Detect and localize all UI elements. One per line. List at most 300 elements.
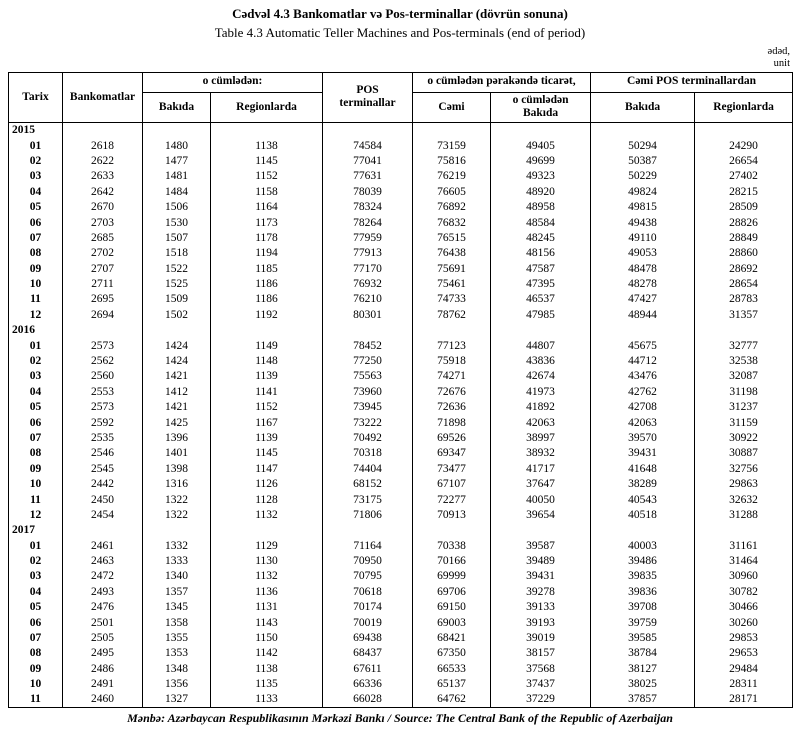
value-cell: 1139 [211,431,323,446]
value-cell: 38127 [591,661,695,676]
value-cell: 2695 [63,292,143,307]
table-row [9,384,793,399]
empty-cell [63,523,143,538]
value-cell: 44712 [591,354,695,369]
value-cell: 2463 [63,554,143,569]
value-cell: 78452 [323,338,413,353]
value-cell: 50294 [591,138,695,153]
empty-cell [63,323,143,338]
month-label: 07 [9,631,63,646]
value-cell: 50229 [591,169,695,184]
value-cell: 77170 [323,261,413,276]
month-label: 11 [9,692,63,707]
value-cell: 1138 [211,661,323,676]
value-cell: 28783 [695,292,793,307]
value-cell: 2461 [63,538,143,553]
empty-cell [323,523,413,538]
month-label: 03 [9,569,63,584]
table-row [9,677,793,692]
month-label: 01 [9,138,63,153]
value-cell: 69706 [413,585,491,600]
month-label: 11 [9,292,63,307]
month-label: 02 [9,154,63,169]
value-cell: 69347 [413,446,491,461]
table-row [9,646,793,661]
value-cell: 28860 [695,246,793,261]
unit-label-az: ədəd, [767,45,790,57]
value-cell: 70618 [323,585,413,600]
value-cell: 1345 [143,600,211,615]
value-cell: 40050 [491,492,591,507]
value-cell: 1185 [211,261,323,276]
table-row [9,415,793,430]
empty-cell [323,323,413,338]
value-cell: 66028 [323,692,413,707]
month-label: 09 [9,661,63,676]
value-cell: 43476 [591,369,695,384]
col-group-o-cumleden: o cümlədən: [143,72,323,92]
value-cell: 41973 [491,384,591,399]
table-row [9,154,793,169]
value-cell: 1141 [211,384,323,399]
value-cell: 31357 [695,307,793,322]
value-cell: 2703 [63,215,143,230]
value-cell: 68421 [413,631,491,646]
value-cell: 39587 [491,538,591,553]
value-cell: 48478 [591,261,695,276]
table-row [9,246,793,261]
value-cell: 28215 [695,184,793,199]
table-row [9,492,793,507]
month-label: 10 [9,477,63,492]
header-row-groups [9,72,793,92]
value-cell: 2546 [63,446,143,461]
value-cell: 77913 [323,246,413,261]
value-cell: 1194 [211,246,323,261]
value-cell: 28509 [695,200,793,215]
empty-cell [413,323,491,338]
value-cell: 72277 [413,492,491,507]
value-cell: 73175 [323,492,413,507]
value-cell: 39278 [491,585,591,600]
value-cell: 31159 [695,415,793,430]
value-cell: 48245 [491,231,591,246]
value-cell: 41892 [491,400,591,415]
value-cell: 70950 [323,554,413,569]
value-cell: 70318 [323,446,413,461]
value-cell: 28171 [695,692,793,707]
unit-label-en: unit [773,58,790,70]
value-cell: 42063 [591,415,695,430]
value-cell: 2573 [63,400,143,415]
value-cell: 76219 [413,169,491,184]
value-cell: 2711 [63,277,143,292]
value-cell: 1143 [211,615,323,630]
value-cell: 78324 [323,200,413,215]
value-cell: 40518 [591,508,695,523]
table-row [9,615,793,630]
value-cell: 1322 [143,492,211,507]
empty-cell [413,523,491,538]
value-cell: 45675 [591,338,695,353]
value-cell: 38025 [591,677,695,692]
value-cell: 2702 [63,246,143,261]
year-label: 2017 [9,523,63,538]
value-cell: 39431 [591,446,695,461]
table-row [9,338,793,353]
value-cell: 67611 [323,661,413,676]
table-row [9,292,793,307]
month-label: 06 [9,215,63,230]
value-cell: 68437 [323,646,413,661]
value-cell: 78762 [413,307,491,322]
table-row [9,600,793,615]
value-cell: 1130 [211,554,323,569]
empty-cell [323,123,413,138]
table-row [9,431,793,446]
value-cell: 39759 [591,615,695,630]
month-label: 12 [9,508,63,523]
value-cell: 76438 [413,246,491,261]
value-cell: 2491 [63,677,143,692]
value-cell: 72636 [413,400,491,415]
value-cell: 1147 [211,461,323,476]
month-label: 01 [9,538,63,553]
value-cell: 70166 [413,554,491,569]
table-row [9,369,793,384]
value-cell: 30960 [695,569,793,584]
month-label: 03 [9,169,63,184]
value-cell: 1132 [211,569,323,584]
value-cell: 1129 [211,538,323,553]
value-cell: 76515 [413,231,491,246]
value-cell: 71164 [323,538,413,553]
col-group-cemi-pos-terminallardan: Cəmi POS terminallardan [591,72,793,92]
month-label: 04 [9,384,63,399]
value-cell: 70913 [413,508,491,523]
value-cell: 37568 [491,661,591,676]
value-cell: 1484 [143,184,211,199]
value-cell: 67350 [413,646,491,661]
empty-cell [591,523,695,538]
value-cell: 32777 [695,338,793,353]
value-cell: 1333 [143,554,211,569]
empty-cell [143,323,211,338]
table-row [9,508,793,523]
value-cell: 40003 [591,538,695,553]
value-cell: 76932 [323,277,413,292]
value-cell: 77250 [323,354,413,369]
value-cell: 29863 [695,477,793,492]
value-cell: 42708 [591,400,695,415]
value-cell: 39489 [491,554,591,569]
value-cell: 39570 [591,431,695,446]
value-cell: 1398 [143,461,211,476]
table-row [9,538,793,553]
value-cell: 1152 [211,400,323,415]
value-cell: 38997 [491,431,591,446]
value-cell: 78039 [323,184,413,199]
value-cell: 70338 [413,538,491,553]
value-cell: 49699 [491,154,591,169]
value-cell: 37437 [491,677,591,692]
value-cell: 76832 [413,215,491,230]
value-cell: 49323 [491,169,591,184]
table-body [9,123,793,708]
value-cell: 1506 [143,200,211,215]
month-label: 07 [9,431,63,446]
value-cell: 77123 [413,338,491,353]
empty-cell [143,523,211,538]
value-cell: 2573 [63,338,143,353]
value-cell: 1518 [143,246,211,261]
table-row [9,631,793,646]
year-label: 2015 [9,123,63,138]
value-cell: 39019 [491,631,591,646]
value-cell: 66533 [413,661,491,676]
value-cell: 2454 [63,508,143,523]
value-cell: 31237 [695,400,793,415]
value-cell: 2472 [63,569,143,584]
value-cell: 74404 [323,461,413,476]
value-cell: 1480 [143,138,211,153]
empty-cell [695,323,793,338]
value-cell: 31288 [695,508,793,523]
table-title-az: Cədvəl 4.3 Bankomatlar və Pos-terminallar (dövrün sonuna) [232,6,568,21]
value-cell: 39835 [591,569,695,584]
value-cell: 75691 [413,261,491,276]
value-cell: 30466 [695,600,793,615]
value-cell: 1178 [211,231,323,246]
value-cell: 30260 [695,615,793,630]
month-label: 02 [9,554,63,569]
value-cell: 31464 [695,554,793,569]
value-cell: 38932 [491,446,591,461]
value-cell: 2545 [63,461,143,476]
table-row [9,477,793,492]
value-cell: 69150 [413,600,491,615]
month-label: 10 [9,277,63,292]
value-cell: 50387 [591,154,695,169]
value-cell: 73960 [323,384,413,399]
value-cell: 1149 [211,338,323,353]
value-cell: 1150 [211,631,323,646]
table-row [9,461,793,476]
value-cell: 73222 [323,415,413,430]
table-row [9,184,793,199]
value-cell: 1192 [211,307,323,322]
value-cell: 67107 [413,477,491,492]
month-label: 01 [9,338,63,353]
month-label: 09 [9,261,63,276]
value-cell: 1502 [143,307,211,322]
value-cell: 80301 [323,307,413,322]
value-cell: 49405 [491,138,591,153]
value-cell: 65137 [413,677,491,692]
value-cell: 31198 [695,384,793,399]
col-header-tarix: Tarix [9,72,63,123]
month-label: 09 [9,461,63,476]
month-label: 06 [9,615,63,630]
table-row [9,138,793,153]
table-row [9,261,793,276]
value-cell: 39193 [491,615,591,630]
month-label: 12 [9,307,63,322]
value-cell: 27402 [695,169,793,184]
value-cell: 1126 [211,477,323,492]
value-cell: 1421 [143,400,211,415]
value-cell: 78264 [323,215,413,230]
value-cell: 1136 [211,585,323,600]
value-cell: 71806 [323,508,413,523]
value-cell: 74584 [323,138,413,153]
value-cell: 1316 [143,477,211,492]
empty-cell [695,523,793,538]
table-row [9,354,793,369]
empty-cell [143,123,211,138]
value-cell: 1186 [211,292,323,307]
value-cell: 1358 [143,615,211,630]
col-header-o-cumleden-bakida: o cümlədən Bakıda [491,92,591,123]
empty-cell [491,523,591,538]
month-label: 05 [9,400,63,415]
value-cell: 64762 [413,692,491,707]
value-cell: 48156 [491,246,591,261]
value-cell: 28692 [695,261,793,276]
month-label: 08 [9,446,63,461]
value-cell: 1158 [211,184,323,199]
value-cell: 1148 [211,354,323,369]
empty-cell [491,123,591,138]
value-cell: 72676 [413,384,491,399]
value-cell: 74733 [413,292,491,307]
table-row [9,400,793,415]
value-cell: 1131 [211,600,323,615]
value-cell: 1477 [143,154,211,169]
col-header-bankomatlar: Bankomatlar [63,72,143,123]
value-cell: 38157 [491,646,591,661]
source-note: Mənbə: Azərbaycan Respublikasının Mərkəzi Bankı / Source: The Central Bank of the Republic of Azerbaijan [127,711,673,726]
empty-cell [591,123,695,138]
value-cell: 73945 [323,400,413,415]
value-cell: 1135 [211,677,323,692]
value-cell: 76210 [323,292,413,307]
value-cell: 1425 [143,415,211,430]
value-cell: 1128 [211,492,323,507]
value-cell: 2505 [63,631,143,646]
value-cell: 1340 [143,569,211,584]
value-cell: 39486 [591,554,695,569]
value-cell: 2685 [63,231,143,246]
value-cell: 2618 [63,138,143,153]
value-cell: 2501 [63,615,143,630]
value-cell: 46537 [491,292,591,307]
value-cell: 1139 [211,369,323,384]
table-row [9,554,793,569]
value-cell: 2707 [63,261,143,276]
value-cell: 1412 [143,384,211,399]
value-cell: 2553 [63,384,143,399]
value-cell: 1424 [143,354,211,369]
empty-cell [413,123,491,138]
month-label: 11 [9,492,63,507]
col-group-perakende-ticaret: o cümlədən pərakəndə ticarət, [413,72,591,92]
value-cell: 40543 [591,492,695,507]
table-header [9,72,793,123]
month-label: 08 [9,246,63,261]
value-cell: 32632 [695,492,793,507]
empty-cell [695,123,793,138]
table-row [9,446,793,461]
month-label: 05 [9,600,63,615]
value-cell: 69438 [323,631,413,646]
table-row [9,307,793,322]
value-cell: 29484 [695,661,793,676]
value-cell: 1327 [143,692,211,707]
value-cell: 39654 [491,508,591,523]
value-cell: 73477 [413,461,491,476]
value-cell: 48920 [491,184,591,199]
value-cell: 77041 [323,154,413,169]
value-cell: 69526 [413,431,491,446]
value-cell: 2442 [63,477,143,492]
value-cell: 1421 [143,369,211,384]
value-cell: 69003 [413,615,491,630]
value-cell: 48958 [491,200,591,215]
value-cell: 1530 [143,215,211,230]
empty-cell [491,323,591,338]
value-cell: 39431 [491,569,591,584]
value-cell: 44807 [491,338,591,353]
value-cell: 70174 [323,600,413,615]
value-cell: 38784 [591,646,695,661]
value-cell: 26654 [695,154,793,169]
empty-cell [211,323,323,338]
value-cell: 1145 [211,154,323,169]
value-cell: 38289 [591,477,695,492]
empty-cell [591,323,695,338]
value-cell: 1348 [143,661,211,676]
table-row [9,585,793,600]
value-cell: 2476 [63,600,143,615]
value-cell: 1152 [211,169,323,184]
value-cell: 42762 [591,384,695,399]
value-cell: 30887 [695,446,793,461]
value-cell: 39585 [591,631,695,646]
table-row [9,692,793,707]
value-cell: 28849 [695,231,793,246]
value-cell: 2670 [63,200,143,215]
value-cell: 30922 [695,431,793,446]
value-cell: 71898 [413,415,491,430]
value-cell: 47587 [491,261,591,276]
month-label: 04 [9,585,63,600]
value-cell: 2622 [63,154,143,169]
month-label: 06 [9,415,63,430]
value-cell: 41717 [491,461,591,476]
col-header-regionlarda: Regionlarda [211,92,323,123]
value-cell: 1522 [143,261,211,276]
col-header-bakida-2: Bakıda [591,92,695,123]
table-title-en: Table 4.3 Automatic Teller Machines and Pos-terminals (end of period) [214,25,586,41]
value-cell: 75816 [413,154,491,169]
value-cell: 76605 [413,184,491,199]
month-label: 04 [9,184,63,199]
table-row [9,169,793,184]
value-cell: 2460 [63,692,143,707]
month-label: 10 [9,677,63,692]
value-cell: 49053 [591,246,695,261]
